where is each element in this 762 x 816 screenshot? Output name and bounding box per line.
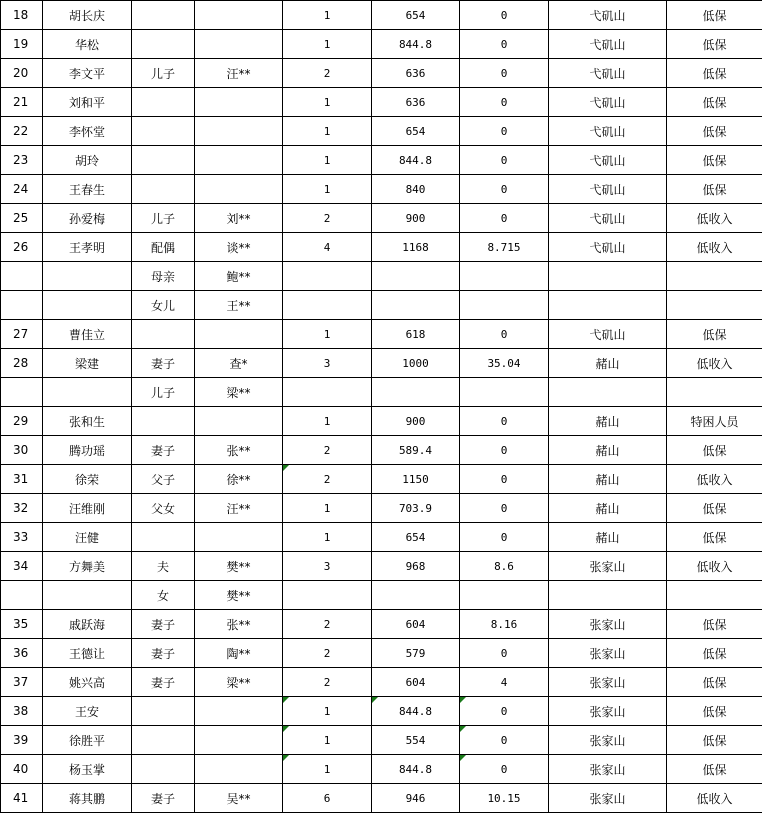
cell-relationship: 妻子: [132, 668, 195, 697]
cell-applicant-name: 汪健: [43, 523, 132, 552]
cell-assistance-type: 低保: [667, 1, 762, 30]
cell-household-size: [283, 378, 372, 407]
cell-extra-value: 0: [460, 146, 549, 175]
cell-amount: 844.8: [372, 697, 460, 726]
cell-applicant-name: 胡玲: [43, 146, 132, 175]
cell-row-number: 19: [1, 30, 43, 59]
cell-family-member: [195, 88, 283, 117]
cell-family-member: 吴**: [195, 784, 283, 813]
cell-family-member: 梁**: [195, 378, 283, 407]
table-row: [1, 407, 762, 436]
cell-extra-value: 0: [460, 726, 549, 755]
cell-row-number: 31: [1, 465, 43, 494]
cell-community: 弋矶山: [549, 1, 667, 30]
cell-household-size: [283, 581, 372, 610]
cell-relationship: 夫: [132, 552, 195, 581]
cell-row-number: 39: [1, 726, 43, 755]
table-row: [1, 697, 762, 726]
cell-family-member: [195, 407, 283, 436]
table-row: [1, 610, 762, 639]
cell-applicant-name: 杨玉掌: [43, 755, 132, 784]
cell-extra-value: 0: [460, 1, 549, 30]
cell-amount: 844.8: [372, 146, 460, 175]
cell-row-number: [1, 262, 43, 291]
cell-community: 弋矶山: [549, 117, 667, 146]
cell-relationship: [132, 1, 195, 30]
cell-extra-value: 0: [460, 639, 549, 668]
cell-row-number: 30: [1, 436, 43, 465]
cell-family-member: [195, 1, 283, 30]
table-row: [1, 30, 762, 59]
table-row: [1, 378, 762, 407]
table-row: [1, 668, 762, 697]
cell-row-number: 25: [1, 204, 43, 233]
cell-assistance-type: 低保: [667, 523, 762, 552]
cell-community: 弋矶山: [549, 88, 667, 117]
cell-assistance-type: 低收入: [667, 552, 762, 581]
cell-relationship: 儿子: [132, 204, 195, 233]
cell-row-number: 33: [1, 523, 43, 552]
cell-applicant-name: 孙爱梅: [43, 204, 132, 233]
cell-extra-value: 8.16: [460, 610, 549, 639]
table-row: [1, 581, 762, 610]
cell-household-size: 2: [283, 204, 372, 233]
table-row: [1, 233, 762, 262]
cell-amount: 589.4: [372, 436, 460, 465]
cell-household-size: [283, 262, 372, 291]
cell-row-number: 27: [1, 320, 43, 349]
cell-assistance-type: 低保: [667, 436, 762, 465]
cell-household-size: 4: [283, 233, 372, 262]
cell-community: 张家山: [549, 552, 667, 581]
cell-community: 弋矶山: [549, 204, 667, 233]
cell-community: 弋矶山: [549, 30, 667, 59]
cell-applicant-name: 方舞美: [43, 552, 132, 581]
cell-applicant-name: 戚跃海: [43, 610, 132, 639]
cell-assistance-type: 低保: [667, 755, 762, 784]
table-row: [1, 552, 762, 581]
cell-applicant-name: 腾功瑶: [43, 436, 132, 465]
table-row: [1, 436, 762, 465]
table-row: [1, 204, 762, 233]
cell-extra-value: 0: [460, 204, 549, 233]
cell-row-number: 32: [1, 494, 43, 523]
cell-applicant-name: 蒋其鹏: [43, 784, 132, 813]
table-row: [1, 59, 762, 88]
cell-row-number: 36: [1, 639, 43, 668]
cell-relationship: [132, 755, 195, 784]
table-row: [1, 262, 762, 291]
cell-assistance-type: 低收入: [667, 233, 762, 262]
cell-community: 赭山: [549, 465, 667, 494]
cell-extra-value: 0: [460, 320, 549, 349]
cell-household-size: 2: [283, 465, 372, 494]
cell-row-number: 34: [1, 552, 43, 581]
cell-family-member: 汪**: [195, 494, 283, 523]
cell-amount: 900: [372, 204, 460, 233]
cell-amount: 968: [372, 552, 460, 581]
cell-row-number: 29: [1, 407, 43, 436]
table-row: [1, 291, 762, 320]
cell-applicant-name: [43, 262, 132, 291]
cell-assistance-type: 低收入: [667, 349, 762, 378]
cell-applicant-name: 李怀堂: [43, 117, 132, 146]
cell-relationship: 儿子: [132, 59, 195, 88]
cell-household-size: 1: [283, 755, 372, 784]
cell-household-size: 6: [283, 784, 372, 813]
cell-assistance-type: 低收入: [667, 784, 762, 813]
cell-row-number: 23: [1, 146, 43, 175]
cell-relationship: 女儿: [132, 291, 195, 320]
cell-row-number: 26: [1, 233, 43, 262]
cell-extra-value: 4: [460, 668, 549, 697]
cell-amount: 844.8: [372, 30, 460, 59]
cell-applicant-name: 张和生: [43, 407, 132, 436]
cell-assistance-type: 低保: [667, 494, 762, 523]
cell-extra-value: 0: [460, 30, 549, 59]
cell-relationship: [132, 88, 195, 117]
cell-amount: 1000: [372, 349, 460, 378]
cell-applicant-name: 胡长庆: [43, 1, 132, 30]
cell-extra-value: 0: [460, 407, 549, 436]
cell-amount: 703.9: [372, 494, 460, 523]
cell-household-size: [283, 291, 372, 320]
cell-family-member: [195, 726, 283, 755]
cell-relationship: 妻子: [132, 784, 195, 813]
cell-amount: 654: [372, 117, 460, 146]
table-row: [1, 494, 762, 523]
cell-relationship: 儿子: [132, 378, 195, 407]
cell-row-number: [1, 378, 43, 407]
cell-amount: 636: [372, 88, 460, 117]
cell-assistance-type: 低保: [667, 726, 762, 755]
cell-assistance-type: 特困人员: [667, 407, 762, 436]
cell-extra-value: 0: [460, 494, 549, 523]
cell-extra-value: 0: [460, 88, 549, 117]
cell-relationship: [132, 407, 195, 436]
cell-community: [549, 291, 667, 320]
cell-community: [549, 262, 667, 291]
cell-family-member: [195, 697, 283, 726]
cell-extra-value: 0: [460, 523, 549, 552]
cell-row-number: 22: [1, 117, 43, 146]
cell-applicant-name: 梁建: [43, 349, 132, 378]
cell-family-member: 徐**: [195, 465, 283, 494]
cell-assistance-type: 低收入: [667, 465, 762, 494]
table-row: [1, 784, 762, 813]
cell-relationship: [132, 697, 195, 726]
cell-row-number: 18: [1, 1, 43, 30]
cell-applicant-name: 徐荣: [43, 465, 132, 494]
cell-amount: 554: [372, 726, 460, 755]
cell-household-size: 3: [283, 552, 372, 581]
cell-community: 弋矶山: [549, 320, 667, 349]
cell-assistance-type: 低保: [667, 59, 762, 88]
table-row: [1, 320, 762, 349]
cell-family-member: [195, 175, 283, 204]
cell-community: 赭山: [549, 523, 667, 552]
table-body: [1, 1, 762, 813]
cell-applicant-name: 王孝明: [43, 233, 132, 262]
cell-extra-value: 8.6: [460, 552, 549, 581]
cell-row-number: 21: [1, 88, 43, 117]
cell-assistance-type: 低保: [667, 320, 762, 349]
cell-relationship: 妻子: [132, 639, 195, 668]
cell-amount: 579: [372, 639, 460, 668]
table-row: [1, 88, 762, 117]
cell-extra-value: [460, 581, 549, 610]
cell-extra-value: 0: [460, 117, 549, 146]
cell-household-size: 1: [283, 30, 372, 59]
cell-relationship: 父子: [132, 465, 195, 494]
cell-amount: 1150: [372, 465, 460, 494]
cell-extra-value: 0: [460, 59, 549, 88]
cell-applicant-name: 曹佳立: [43, 320, 132, 349]
cell-assistance-type: 低保: [667, 146, 762, 175]
cell-relationship: [132, 320, 195, 349]
cell-relationship: 妻子: [132, 349, 195, 378]
cell-household-size: 1: [283, 88, 372, 117]
cell-applicant-name: [43, 378, 132, 407]
cell-family-member: 谈**: [195, 233, 283, 262]
cell-relationship: [132, 146, 195, 175]
cell-extra-value: 0: [460, 436, 549, 465]
cell-amount: 636: [372, 59, 460, 88]
cell-household-size: 1: [283, 726, 372, 755]
cell-applicant-name: 刘和平: [43, 88, 132, 117]
cell-applicant-name: 汪维刚: [43, 494, 132, 523]
cell-amount: 654: [372, 1, 460, 30]
cell-household-size: 2: [283, 639, 372, 668]
cell-row-number: [1, 291, 43, 320]
cell-community: 张家山: [549, 610, 667, 639]
cell-amount: 618: [372, 320, 460, 349]
cell-applicant-name: 王安: [43, 697, 132, 726]
table-row: [1, 117, 762, 146]
cell-household-size: 2: [283, 668, 372, 697]
cell-family-member: [195, 755, 283, 784]
cell-applicant-name: 徐胜平: [43, 726, 132, 755]
cell-relationship: 配偶: [132, 233, 195, 262]
cell-relationship: 父女: [132, 494, 195, 523]
cell-relationship: 妻子: [132, 610, 195, 639]
cell-extra-value: 0: [460, 697, 549, 726]
cell-applicant-name: 李文平: [43, 59, 132, 88]
cell-assistance-type: [667, 581, 762, 610]
cell-relationship: [132, 30, 195, 59]
cell-household-size: 3: [283, 349, 372, 378]
cell-applicant-name: 王春生: [43, 175, 132, 204]
cell-row-number: 40: [1, 755, 43, 784]
cell-amount: 840: [372, 175, 460, 204]
cell-community: 赭山: [549, 436, 667, 465]
cell-row-number: 37: [1, 668, 43, 697]
cell-household-size: 1: [283, 494, 372, 523]
table-row: [1, 465, 762, 494]
cell-amount: 844.8: [372, 755, 460, 784]
cell-household-size: 1: [283, 407, 372, 436]
cell-assistance-type: 低保: [667, 117, 762, 146]
cell-community: 张家山: [549, 668, 667, 697]
cell-extra-value: [460, 378, 549, 407]
cell-row-number: [1, 581, 43, 610]
cell-family-member: 王**: [195, 291, 283, 320]
table-row: [1, 349, 762, 378]
cell-row-number: 38: [1, 697, 43, 726]
table-row: [1, 146, 762, 175]
cell-assistance-type: 低保: [667, 175, 762, 204]
cell-community: 弋矶山: [549, 233, 667, 262]
cell-household-size: 1: [283, 320, 372, 349]
cell-relationship: [132, 175, 195, 204]
cell-community: 张家山: [549, 639, 667, 668]
cell-applicant-name: [43, 291, 132, 320]
cell-relationship: [132, 726, 195, 755]
cell-amount: [372, 581, 460, 610]
cell-applicant-name: 华松: [43, 30, 132, 59]
cell-family-member: 汪**: [195, 59, 283, 88]
cell-applicant-name: 王德让: [43, 639, 132, 668]
cell-family-member: [195, 320, 283, 349]
cell-extra-value: 0: [460, 755, 549, 784]
cell-extra-value: 35.04: [460, 349, 549, 378]
cell-community: 张家山: [549, 755, 667, 784]
cell-extra-value: 8.715: [460, 233, 549, 262]
cell-amount: 1168: [372, 233, 460, 262]
cell-household-size: 1: [283, 523, 372, 552]
cell-household-size: 2: [283, 59, 372, 88]
cell-amount: [372, 262, 460, 291]
cell-applicant-name: [43, 581, 132, 610]
cell-amount: 900: [372, 407, 460, 436]
cell-household-size: 2: [283, 610, 372, 639]
cell-community: 弋矶山: [549, 146, 667, 175]
table-row: [1, 175, 762, 204]
cell-community: [549, 581, 667, 610]
cell-relationship: 母亲: [132, 262, 195, 291]
cell-amount: 604: [372, 668, 460, 697]
table-row: [1, 523, 762, 552]
cell-family-member: 张**: [195, 610, 283, 639]
table-row: [1, 726, 762, 755]
cell-community: [549, 378, 667, 407]
cell-row-number: 41: [1, 784, 43, 813]
cell-family-member: [195, 30, 283, 59]
cell-family-member: 张**: [195, 436, 283, 465]
cell-assistance-type: [667, 378, 762, 407]
cell-community: 弋矶山: [549, 59, 667, 88]
cell-community: 赭山: [549, 494, 667, 523]
cell-family-member: 樊**: [195, 552, 283, 581]
cell-assistance-type: 低保: [667, 88, 762, 117]
cell-relationship: 女: [132, 581, 195, 610]
cell-community: 张家山: [549, 784, 667, 813]
cell-community: 弋矶山: [549, 175, 667, 204]
cell-family-member: 刘**: [195, 204, 283, 233]
cell-assistance-type: 低收入: [667, 204, 762, 233]
table-row: [1, 755, 762, 784]
cell-household-size: 1: [283, 117, 372, 146]
cell-community: 张家山: [549, 697, 667, 726]
cell-community: 赭山: [549, 407, 667, 436]
cell-extra-value: [460, 291, 549, 320]
cell-household-size: 1: [283, 697, 372, 726]
cell-community: 张家山: [549, 726, 667, 755]
cell-family-member: 查*: [195, 349, 283, 378]
cell-relationship: [132, 523, 195, 552]
cell-family-member: 鲍**: [195, 262, 283, 291]
cell-community: 赭山: [549, 349, 667, 378]
cell-assistance-type: 低保: [667, 30, 762, 59]
cell-household-size: 1: [283, 175, 372, 204]
cell-assistance-type: 低保: [667, 610, 762, 639]
cell-row-number: 35: [1, 610, 43, 639]
cell-household-size: 1: [283, 1, 372, 30]
cell-extra-value: 10.15: [460, 784, 549, 813]
cell-family-member: 樊**: [195, 581, 283, 610]
cell-row-number: 20: [1, 59, 43, 88]
cell-assistance-type: 低保: [667, 697, 762, 726]
cell-extra-value: [460, 262, 549, 291]
cell-applicant-name: 姚兴高: [43, 668, 132, 697]
cell-assistance-type: [667, 262, 762, 291]
cell-household-size: 1: [283, 146, 372, 175]
cell-amount: [372, 291, 460, 320]
cell-amount: 604: [372, 610, 460, 639]
cell-household-size: 2: [283, 436, 372, 465]
table-row: [1, 1, 762, 30]
cell-extra-value: 0: [460, 175, 549, 204]
cell-family-member: [195, 523, 283, 552]
cell-assistance-type: [667, 291, 762, 320]
cell-family-member: 陶**: [195, 639, 283, 668]
cell-extra-value: 0: [460, 465, 549, 494]
cell-amount: 946: [372, 784, 460, 813]
cell-assistance-type: 低保: [667, 639, 762, 668]
table-row: [1, 639, 762, 668]
cell-row-number: 28: [1, 349, 43, 378]
cell-family-member: [195, 146, 283, 175]
cell-relationship: [132, 117, 195, 146]
cell-assistance-type: 低保: [667, 668, 762, 697]
cell-family-member: [195, 117, 283, 146]
cell-amount: 654: [372, 523, 460, 552]
cell-row-number: 24: [1, 175, 43, 204]
cell-family-member: 梁**: [195, 668, 283, 697]
cell-amount: [372, 378, 460, 407]
cell-relationship: 妻子: [132, 436, 195, 465]
